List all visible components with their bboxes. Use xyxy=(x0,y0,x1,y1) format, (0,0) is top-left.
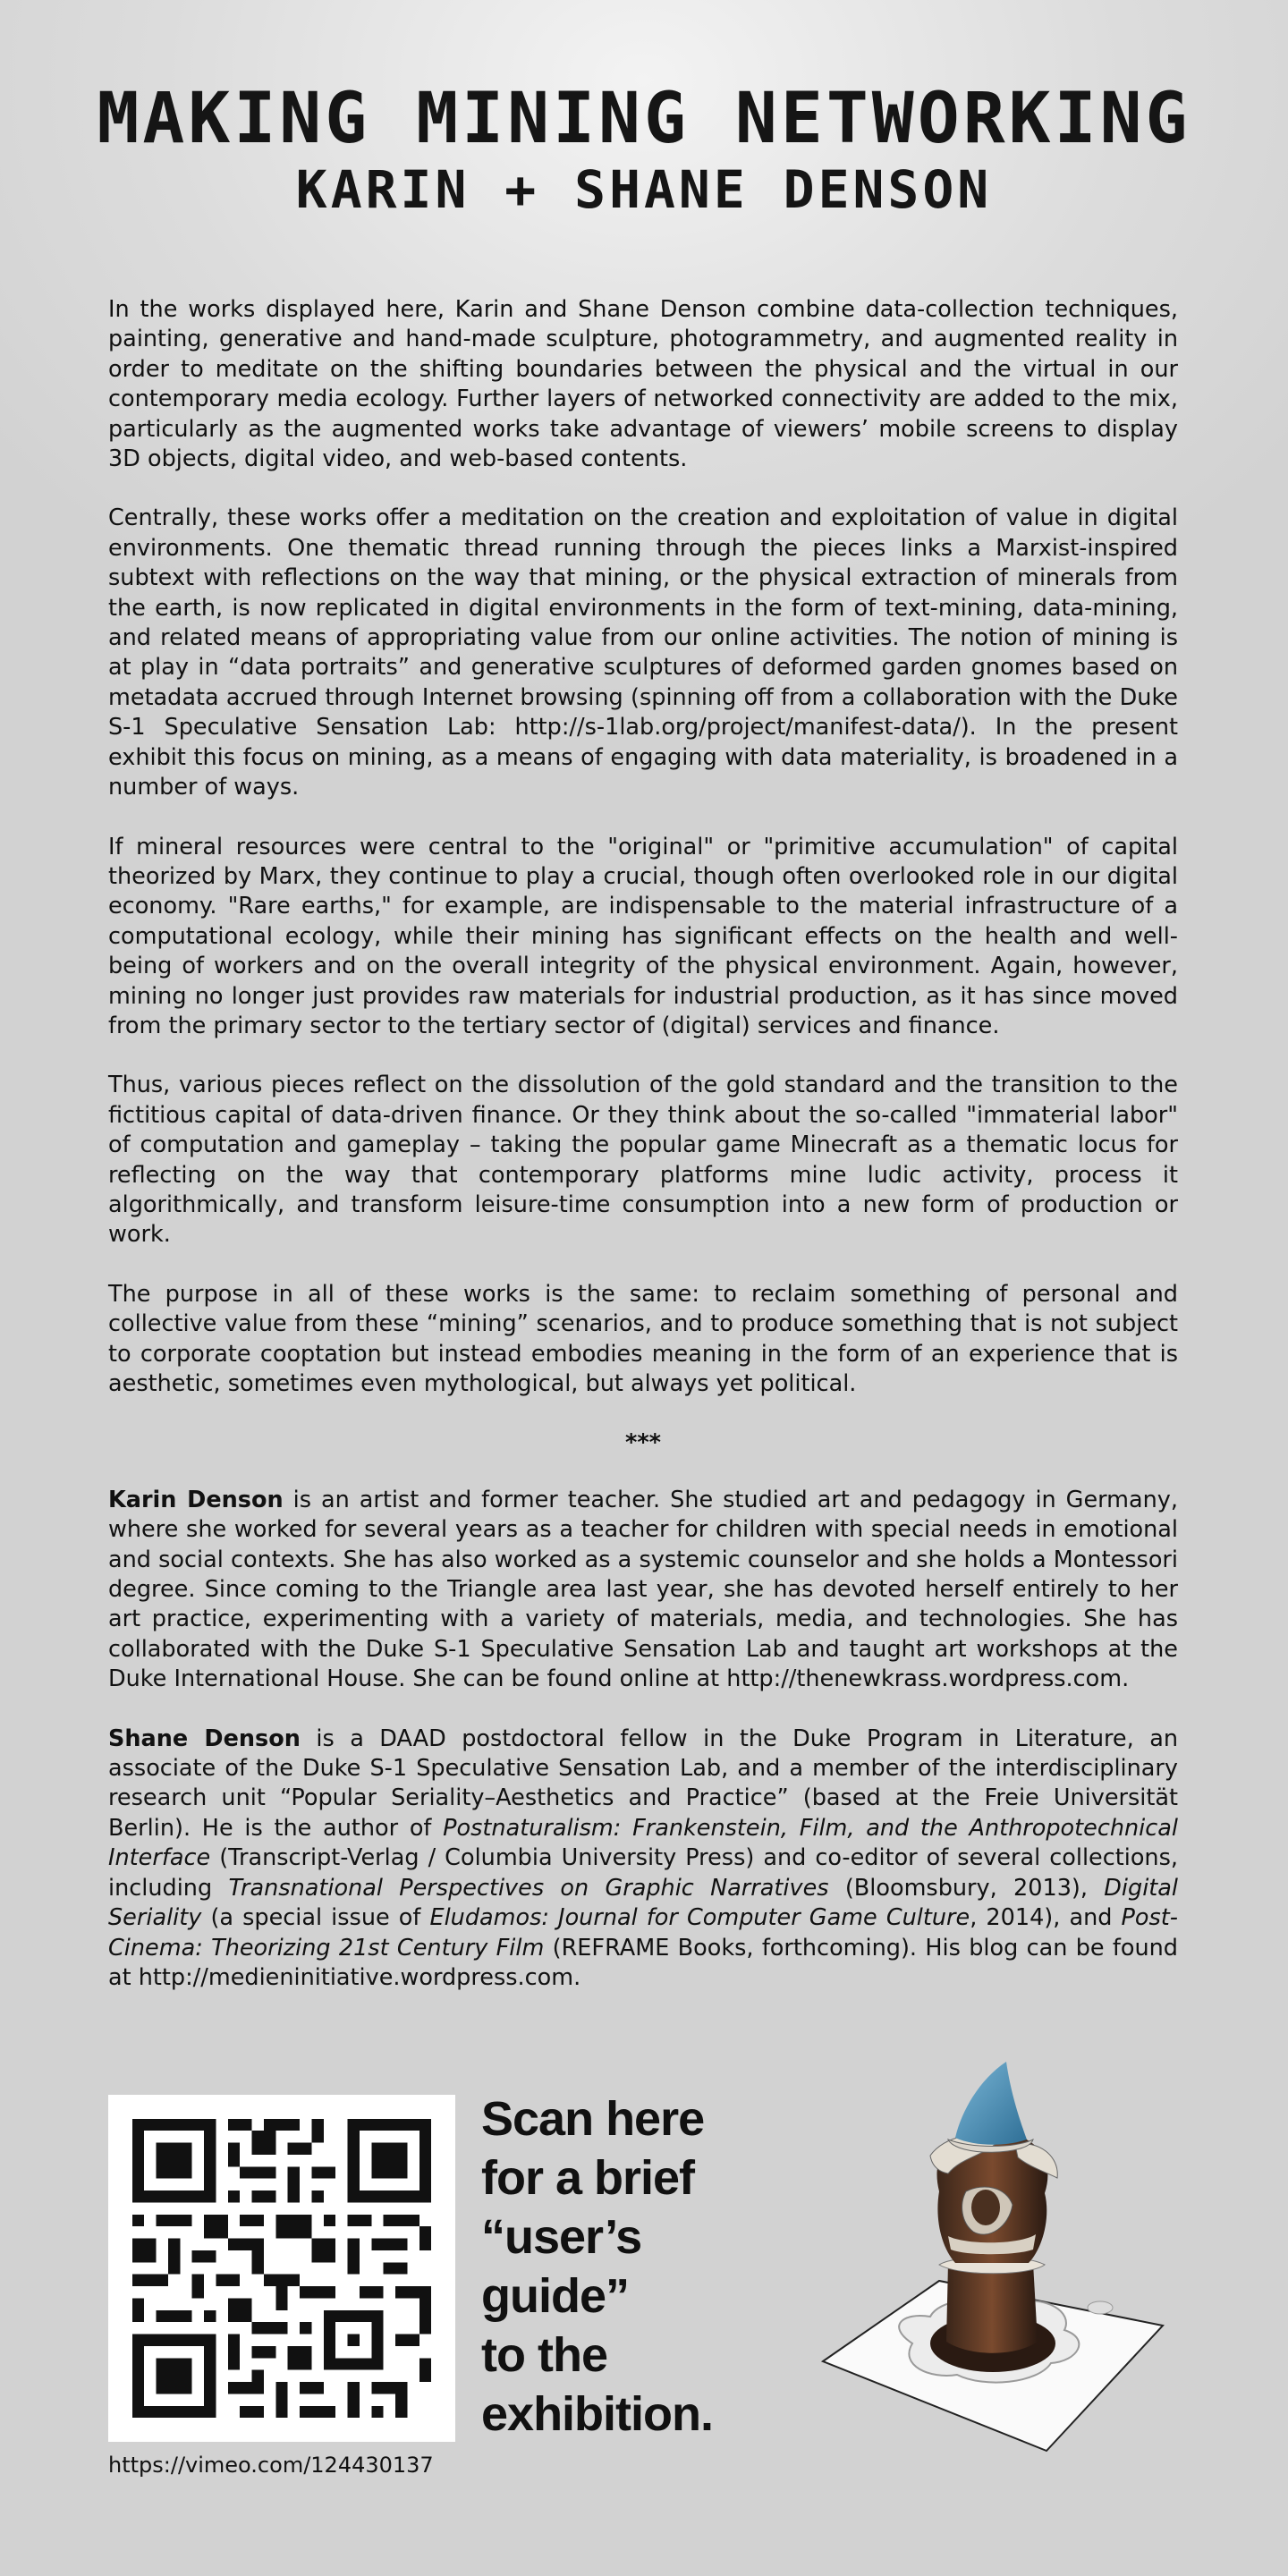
bio-shane xyxy=(108,1724,1178,1994)
bio-karin xyxy=(108,1486,1178,1695)
bio-shane-text-1: is a DAAD postdoctoral fellow in the Duke Program in Literature, an associate of the Duke S-1 Speculative Sensation Lab, and a member of the interdisciplinary research unit “Popular Seriality–Aesthetics and Practice” (based at the Freie Universität Berlin). He is the author of xyxy=(108,1724,1178,1842)
bio-karin-text: is an artist and former teacher. She studied art and pedagogy in Germany, where she worked for several years as a teacher for children with special needs in emotional and social contexts. She has also worked as a systemic counselor and she holds a Montessori degree. Since coming to the Triangle area last year, she has devoted herself entirely to her art practice, experimenting with a variety of materials, media, and technologies. She has collaborated with the Duke S-1 Speculative Sensation Lab and taught art workshops at the Duke International House. She can be found online at http://thenewkrass.wordpress.com. xyxy=(108,1486,1178,1693)
description-text xyxy=(108,295,1178,2022)
qr-caption-line: for a brief xyxy=(481,2151,695,2205)
paragraph-3: If mineral resources were central to the "original" or "primitive accumulation" of capital theorized by Marx, they continue to play a crucial, though often overlooked role in our digital economy. "Rare earths," for example, are indispensable to the material infrastructure of a computational ecology, while their mining has significant effects on the health and well-being of workers and on the overall integrity of the physical environment. Again, however, mining no longer just provides raw materials for industrial production, as it has since moved from the primary sector to the tertiary sector of (digital) services and finance. xyxy=(108,833,1178,1039)
paragraph-1: In the works displayed here, Karin and Shane Denson combine data-collection techniques, painting, generative and hand-made sculpture, photogrammetry, and augmented reality in order to meditate on the shifting boundaries between the physical and the virtual in our contemporary media ecology. Further layers of networked connectivity are added to the mix, particularly as the augmented works take advantage of viewers’ mobile screens to display 3D objects, digital video, and web-based contents. xyxy=(108,296,1178,473)
bio-shane-text-5: , 2014), and xyxy=(970,1904,1122,1932)
book-title-post-cinema: Post-Cinema: Theorizing 21st Century Film xyxy=(108,1904,1178,1962)
paragraph-5: The purpose in all of these works is the same: to reclaim something of personal and collective value from these “mining” scenarios, and to produce something that is not subject to corporate cooptation but instead embodies meaning in the form of an experience that is aesthetic, sometimes even mythological, but always yet political. xyxy=(108,1280,1178,1397)
qr-code[interactable] xyxy=(108,2095,455,2442)
qr-caption xyxy=(481,2089,750,2444)
journal-title-eludamos: Eludamos: Journal for Computer Game Culture xyxy=(429,1904,970,1932)
section-separator: *** xyxy=(624,1429,661,1457)
page-subtitle: KARIN + SHANE DENSON xyxy=(295,159,993,220)
qr-caption-line: exhibition. xyxy=(481,2387,713,2441)
paragraph-2: Centrally, these works offer a meditation on the creation and exploitation of value in digital environments. One thematic thread running through the pieces links a Marxist-inspired subtext with reflections on the way that mining, or the physical extraction of minerals from the earth, is now replicated in digital environments in the form of text-mining, data-mining, and related means of appropriating value from our online activities. The notion of mining is at play in “data portraits” and generative sculptures of deformed garden gnomes based on metadata accrued through Internet browsing (spinning off from a collaboration with the Duke S-1 Speculative Sensation Lab: http://s-1lab.org/project/manifest-data/). In the present exhibit this focus on mining, as a means of engaging with data materiality, is broadened in a number of ways. xyxy=(108,504,1178,801)
qr-url[interactable]: https://vimeo.com/124430137 xyxy=(108,2453,434,2478)
bio-shane-text-2: (Transcript-Verlag / Columbia University Press) and co-editor of several collections, including xyxy=(108,1844,1178,1902)
book-title-digital-seriality: Digital Seriality xyxy=(108,1874,1178,1932)
paragraph-4: Thus, various pieces reflect on the dissolution of the gold standard and the transition to the fictitious capital of data-driven finance. Or they think about the so-called "immaterial labor" of computation and gameplay – taking the popular game Minecraft as a thematic locus for reflecting on the way that contemporary platforms mine ludic activity, process it algorithmically, and transform leisure-time consumption into a new form of production or work. xyxy=(108,1072,1178,1249)
qr-caption-line: “user’s xyxy=(481,2210,642,2264)
qr-caption-line: Scan here xyxy=(481,2092,705,2146)
qr-caption-line: to the xyxy=(481,2328,607,2382)
bio-shane-name: Shane Denson xyxy=(108,1724,301,1752)
page-title: MAKING MINING NETWORKING xyxy=(97,79,1191,159)
bio-shane-text-6: (REFRAME Books, forthcoming). His blog can be found at http://medieninitiative.wordpress.com. xyxy=(108,1934,1178,1991)
bio-shane-text-4: (a special issue of xyxy=(201,1904,430,1932)
qr-caption-line: guide” xyxy=(481,2269,629,2323)
book-title-postnaturalism: Postnaturalism: Frankenstein, Film, and the Anthropotechnical Interface xyxy=(108,1814,1178,1872)
bio-karin-name: Karin Denson xyxy=(108,1486,284,1513)
gnome-sculpture-image xyxy=(805,2057,1181,2460)
bio-shane-text-3: (Bloomsbury, 2013), xyxy=(828,1874,1105,1902)
book-title-transnational: Transnational Perspectives on Graphic Narratives xyxy=(228,1874,829,1902)
